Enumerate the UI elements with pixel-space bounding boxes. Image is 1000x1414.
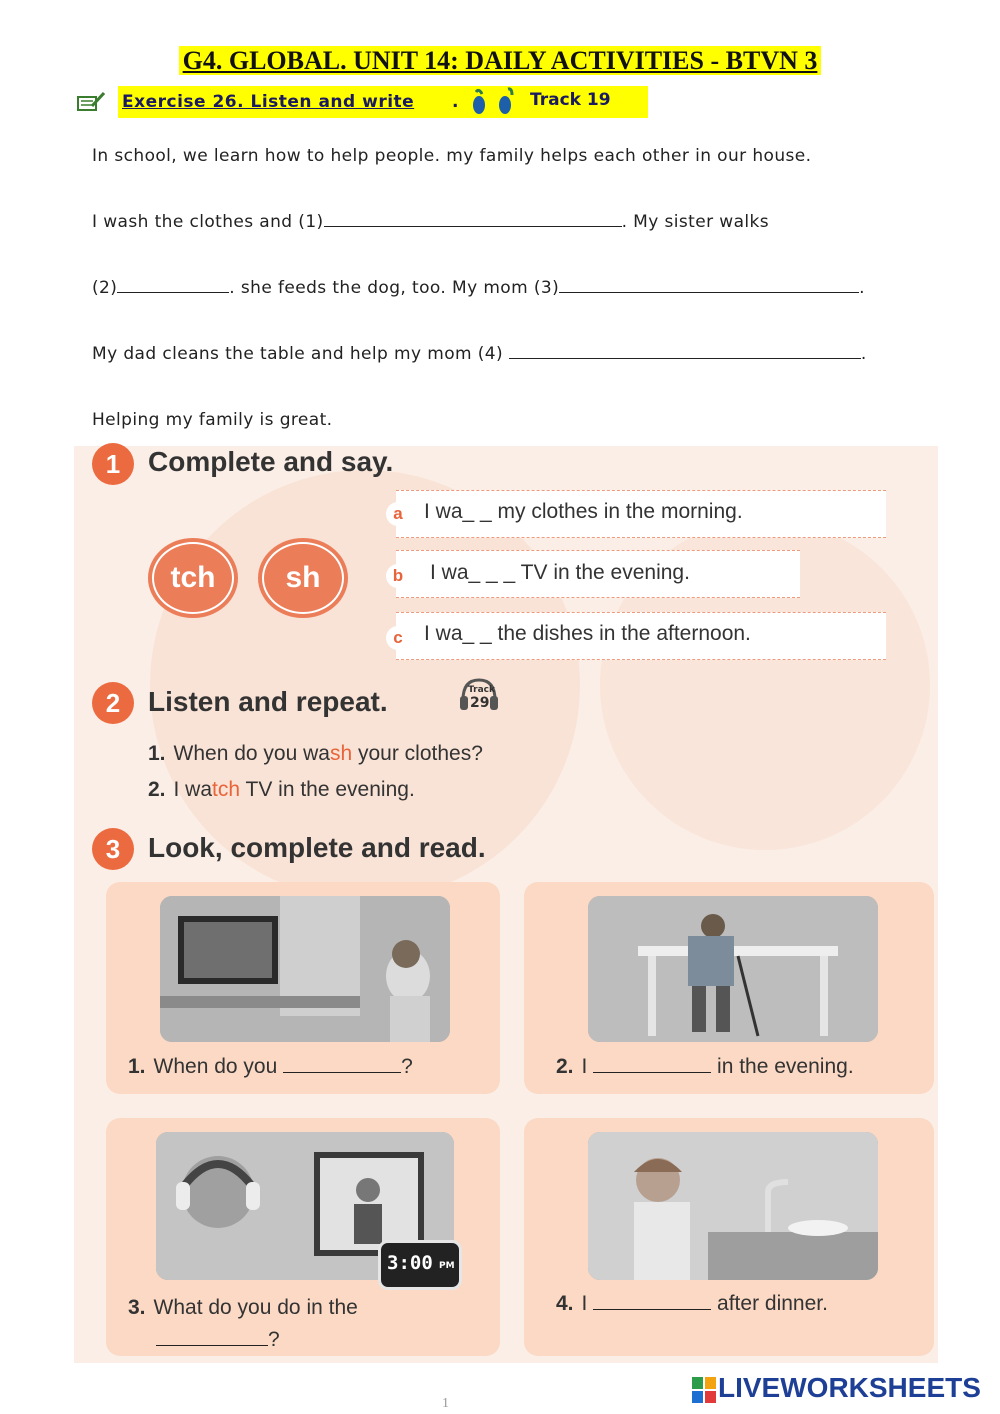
answer-blank-card-3[interactable] [156, 1329, 268, 1346]
exercise-line-2: I wash the clothes and (1) . My sister walks [92, 212, 770, 232]
section-heading: Listen and repeat. [148, 686, 388, 717]
headphones-track-icon[interactable] [458, 676, 500, 716]
liveworksheets-logo-icon [692, 1377, 716, 1403]
exercise-line-1: In school, we learn how to help people. my family helps each other in our house. [92, 146, 812, 166]
track-label: Track 19 [530, 90, 611, 110]
item-letter: c [386, 626, 410, 650]
answer-blank-card-1[interactable] [283, 1056, 401, 1073]
page-number: 1 [442, 1396, 449, 1411]
ribbon-text: I wa_ _ _ TV in the evening. [430, 561, 690, 584]
answer-blank-2[interactable] [117, 278, 229, 293]
repeat-item: 1. When do you wash your clothes? [148, 742, 483, 765]
card-caption-1: 1. When do you ? [128, 1055, 413, 1078]
clock-ampm: PM [439, 1261, 455, 1271]
card-caption-4: 4. I after dinner. [556, 1292, 828, 1315]
phonics-circle-sh: sh [258, 538, 348, 618]
clock-display [378, 1240, 462, 1290]
clock-time: 3:00 [387, 1252, 433, 1274]
answer-blank-1[interactable] [324, 212, 622, 227]
photo-boy-sweeping [588, 896, 878, 1042]
answer-blank-card-2[interactable] [593, 1056, 711, 1073]
phonics-circle-tch: tch [148, 538, 238, 618]
section-heading: Look, complete and read. [148, 832, 486, 863]
photo-girl-washing-dishes [588, 1132, 878, 1280]
track-small-label: Track [468, 685, 495, 695]
exercise-line-3: (2) . she feeds the dog, too. My mom (3) . [92, 278, 865, 298]
photo-girl-watching-tv [160, 896, 450, 1042]
exercise-line-5: Helping my family is great. [92, 410, 333, 430]
exercise-label: Exercise 26. Listen and write [122, 92, 415, 112]
item-letter: b [386, 564, 410, 588]
exercise-dot: . [452, 92, 459, 112]
answer-blank-card-4[interactable] [593, 1293, 711, 1310]
answer-blank-3[interactable] [559, 278, 859, 293]
item-letter: a [386, 502, 410, 526]
answer-blank-4[interactable] [509, 344, 861, 359]
ribbon-text: I wa_ _ the dishes in the afternoon. [424, 622, 751, 645]
ribbon-text: I wa_ _ my clothes in the morning. [424, 500, 743, 523]
track-number: 29 [470, 695, 490, 711]
card-caption-2: 2. I in the evening. [556, 1055, 854, 1078]
exercise-line-4: My dad cleans the table and help my mom (4) . [92, 344, 867, 364]
notebook-pencil-icon [77, 92, 105, 112]
repeat-item: 2. I watch TV in the evening. [148, 778, 415, 801]
worksheet-title: G4. GLOBAL. UNIT 14: DAILY ACTIVITIES - BTVN 3 [0, 46, 1000, 76]
section-heading: Complete and say. [148, 446, 394, 477]
card-caption-3: 3. What do you do in the ? [128, 1296, 358, 1351]
headphones-icon [468, 86, 518, 116]
section-number: 1 [92, 443, 134, 485]
section-number: 2 [92, 682, 134, 724]
section-number: 3 [92, 828, 134, 870]
liveworksheets-brand[interactable]: LIVEWORKSHEETS [718, 1372, 981, 1403]
